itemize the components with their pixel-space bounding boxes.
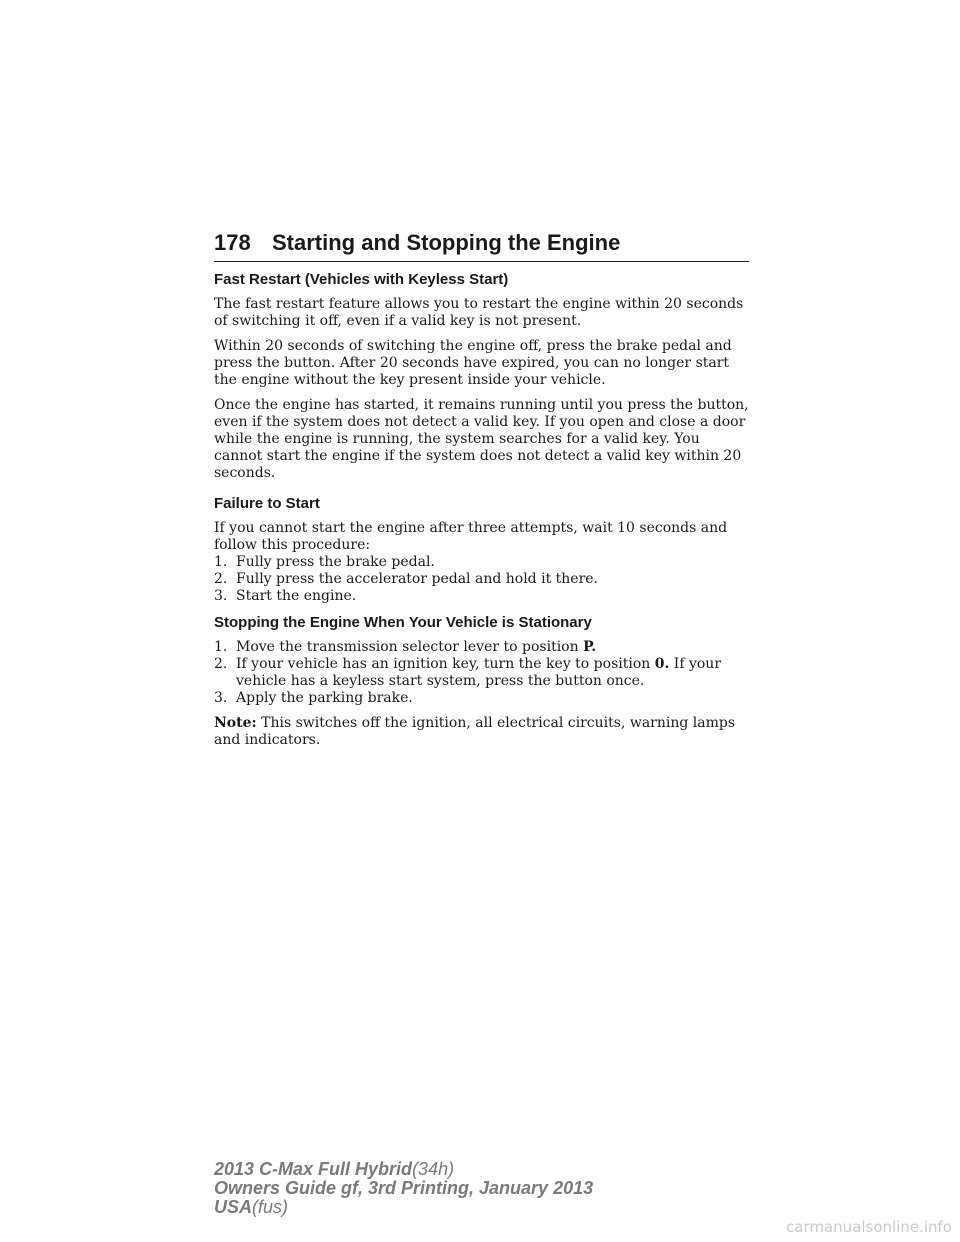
step-text: Move the transmission selector lever to position (236, 639, 584, 655)
chapter-title: Starting and Stopping the Engine (272, 230, 621, 255)
document-footer (214, 1160, 593, 1217)
footer-market-code: (fus) (252, 1197, 289, 1217)
section-heading-stopping-engine: Stopping the Engine When Your Vehicle is Stationary (214, 614, 592, 631)
step-text: Fully press the brake pedal. (236, 554, 435, 570)
page-number: 178 (214, 230, 251, 255)
step-text: Start the engine. (236, 588, 357, 604)
step-emphasis: P. (583, 639, 597, 655)
list-item (214, 588, 749, 605)
note (214, 715, 749, 749)
list-item (214, 656, 749, 690)
watermark: carmanualsonline.info (786, 1218, 952, 1236)
section-heading-failure-to-start: Failure to Start (214, 495, 320, 512)
footer-line (214, 1160, 593, 1179)
step-number: 1. (214, 639, 228, 655)
step-number: 2. (214, 571, 228, 587)
step-number: 2. (214, 656, 228, 672)
page-content (214, 270, 749, 757)
step-number: 1. (214, 554, 228, 570)
step-text: Fully press the accelerator pedal and hold it there. (236, 571, 598, 587)
step-text-after: If your vehicle has a keyless start system, press the button once. (236, 656, 722, 689)
note-label: Note: (214, 715, 257, 731)
page-header (214, 228, 749, 262)
step-number: 3. (214, 588, 228, 604)
procedure-list (214, 639, 749, 707)
footer-model: 2013 C-Max Full Hybrid (214, 1159, 413, 1179)
footer-code: (34h) (412, 1159, 455, 1179)
step-text: Apply the parking brake. (236, 690, 413, 706)
footer-market: USA (214, 1197, 253, 1217)
paragraph: If you cannot start the engine after three attempts, wait 10 seconds and follow this procedure: (214, 520, 728, 553)
step-number: 3. (214, 690, 228, 706)
procedure-list (214, 554, 749, 605)
step-text: If your vehicle has an ignition key, turn the key to position (236, 656, 655, 672)
footer-line (214, 1179, 593, 1198)
list-item (214, 554, 749, 571)
footer-edition: Owners Guide gf, 3rd Printing, January 2013 (214, 1178, 594, 1198)
list-item (214, 690, 749, 707)
paragraph: The fast restart feature allows you to restart the engine within 20 seconds of switching it off, even if a valid key is not present. (214, 296, 744, 329)
step-emphasis: 0. (654, 656, 670, 672)
list-item (214, 571, 749, 588)
list-item (214, 639, 749, 656)
footer-line (214, 1198, 593, 1217)
paragraph: Within 20 seconds of switching the engine off, press the brake pedal and press the button. After 20 seconds have expired, you can no longer start the engine without the key present inside your vehicle. (214, 338, 732, 388)
note-text: This switches off the ignition, all electrical circuits, warning lamps and indicators. (214, 715, 736, 748)
paragraph: Once the engine has started, it remains running until you press the button, even if the system does not detect a valid key. If you open and close a door while the engine is running, the system searches for a valid key. You cannot start the engine if the system does not detect a valid key within 20 seconds. (214, 397, 749, 481)
section-heading-fast-restart: Fast Restart (Vehicles with Keyless Start) (214, 271, 509, 288)
